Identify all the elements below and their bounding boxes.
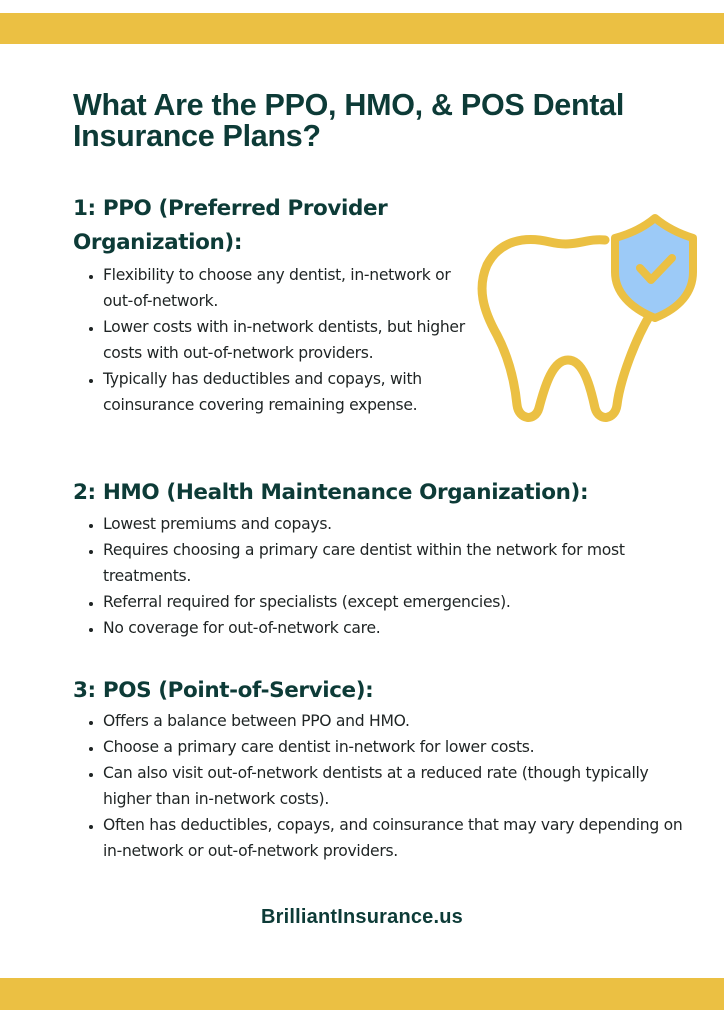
list-item: • Requires choosing a primary care dentist within the network for most treatments. bbox=[103, 537, 693, 589]
list-item: • Typically has deductibles and copays, with coinsurance covering remaining expense. bbox=[103, 366, 478, 418]
list-item: • Lower costs with in-network dentists, but higher costs with out-of-network providers. bbox=[103, 314, 478, 366]
list-item: • Can also visit out-of-network dentists at a reduced rate (though typically higher than in-network costs). bbox=[103, 760, 693, 812]
tooth-with-shield-check-icon bbox=[475, 210, 700, 430]
list-item: • Offers a balance between PPO and HMO. bbox=[103, 708, 693, 734]
list-item: • Lowest premiums and copays. bbox=[103, 511, 693, 537]
pos-bullet-list bbox=[82, 708, 693, 864]
page-title: What Are the PPO, HMO, & POS Dental Insurance Plans? bbox=[73, 88, 624, 153]
list-item: • Flexibility to choose any dentist, in-network or out-of-network. bbox=[103, 262, 478, 314]
top-accent-bar bbox=[0, 13, 724, 44]
list-item: • No coverage for out-of-network care. bbox=[103, 615, 693, 641]
pos-heading: 3: POS (Point-of-Service): bbox=[73, 678, 374, 703]
ppo-heading-line2: Organization): bbox=[73, 230, 243, 255]
hmo-bullet-list bbox=[82, 511, 693, 641]
hmo-heading: 2: HMO (Health Maintenance Organization): bbox=[73, 480, 589, 505]
ppo-heading-line1: 1: PPO (Preferred Provider bbox=[73, 196, 388, 221]
list-item: • Referral required for specialists (except emergencies). bbox=[103, 589, 693, 615]
bottom-accent-bar bbox=[0, 978, 724, 1010]
footer-site-link[interactable]: BrilliantInsurance.us bbox=[260, 906, 464, 928]
list-item: • Choose a primary care dentist in-network for lower costs. bbox=[103, 734, 693, 760]
list-item: • Often has deductibles, copays, and coinsurance that may vary depending on in-network or out-of-network providers. bbox=[103, 812, 693, 864]
ppo-bullet-list bbox=[82, 262, 478, 418]
